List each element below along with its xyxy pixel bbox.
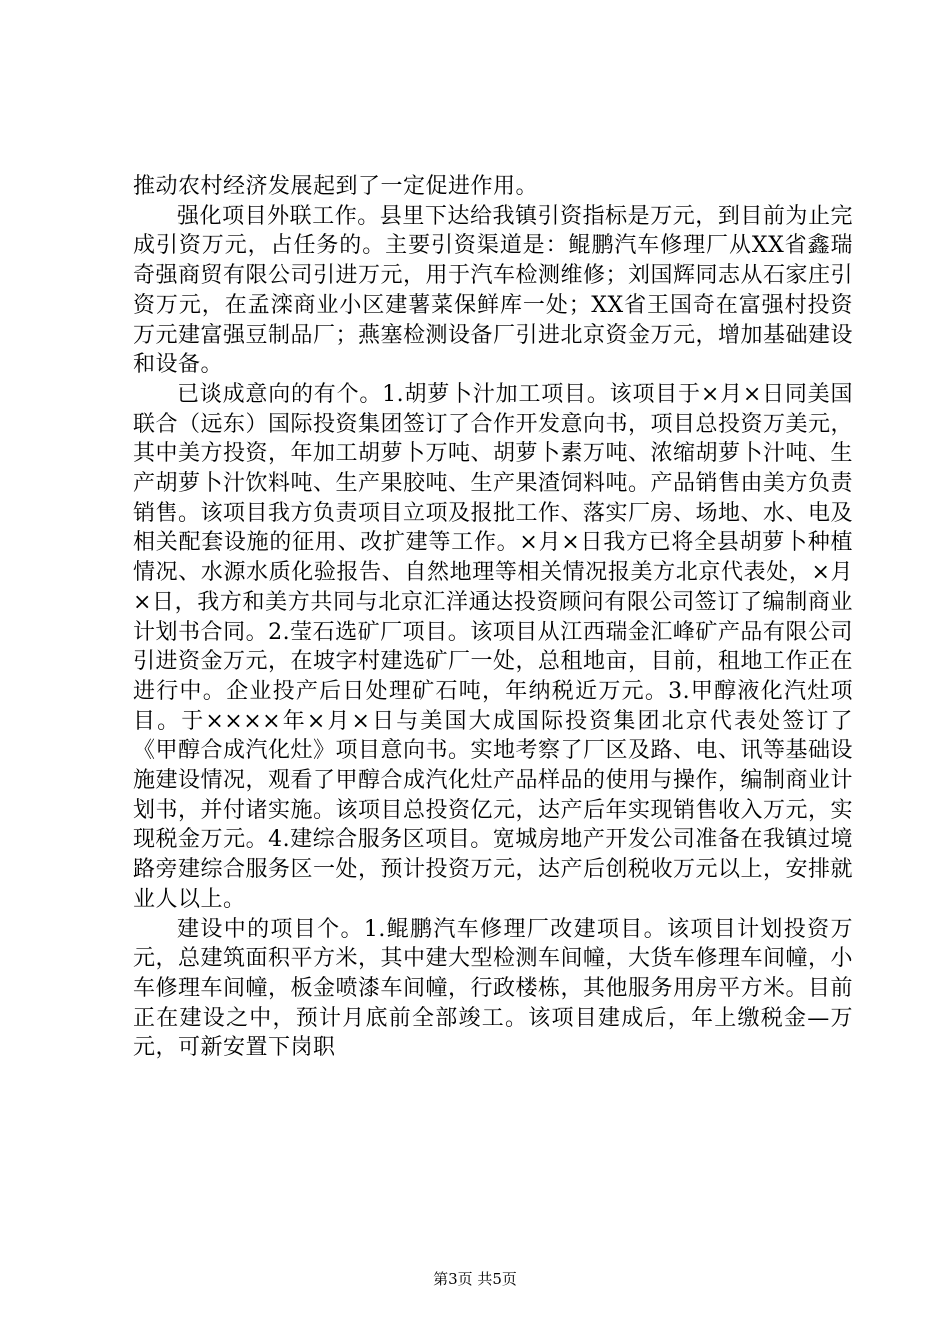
document-body xyxy=(133,172,853,1063)
paragraph-1: 推动农村经济发展起到了一定促进作用。 xyxy=(133,174,539,199)
page-footer: 第3页 共5页 xyxy=(433,1270,517,1288)
paragraph-3: 已谈成意向的有个。1.胡萝卜汁加工项目。该项目于×月×日同美国联合（远东）国际投资集团签订了合作开发意向书，项目总投资万美元，其中美方投资，年加工胡萝卜万吨、胡萝卜素万吨、浓缩胡萝卜汁吨、生产胡萝卜汁饮料吨、生产果胶吨、生产果渣饲料吨。产品销售由美方负责销售。该项目我方负责项目立项及报批工作、落实厂房、场地、水、电及相关配套设施的征用、改扩建等工作。×月×日我方已将全县胡萝卜种植情况、水源水质化验报告、自然地理等相关情况报美方北京代表处，×月×日，我方和美方共同与北京汇洋通达投资顾问有限公司签订了编制商业计划书合同。2.莹石选矿厂项目。该项目从江西瑞金汇峰矿产品有限公司引进资金万元，在坡字村建选矿厂一处，总租地亩，目前，租地工作正在进行中。企业投产后日处理矿石吨，年纳税近万元。3.甲醇液化汽灶项目。于××××年×月×日与美国大成国际投资集团北京代表处签订了《甲醇合成汽化灶》项目意向书。实地考察了厂区及路、电、讯等基础设施建设情况，观看了甲醇合成汽化灶产品样品的使用与操作，编制商业计划书，并付诸实施。该项目总投资亿元，达产后年实现销售收入万元，实现税金万元。4.建综合服务区项目。宽城房地产开发公司准备在我镇过境路旁建综合服务区一处，预计投资万元，达产后创税收万元以上，安排就业人以上。 xyxy=(133,381,854,912)
paragraph-4: 建设中的项目个。1.鲲鹏汽车修理厂改建项目。该项目计划投资万元，总建筑面积平方米，其中建大型检测车间幢，大货车修理车间幢，小车修理车间幢，板金喷漆车间幢，行政楼栋，其他服务用房平方米。目前正在建设之中，预计月底前全部竣工。该项目建成后，年上缴税金—万元，可新安置下岗职 xyxy=(133,916,854,1061)
paragraph-2: 强化项目外联工作。县里下达给我镇引资指标是万元，到目前为止完成引资万元，占任务的。主要引资渠道是：鲲鹏汽车修理厂从XX省鑫瑞奇强商贸有限公司引进万元，用于汽车检测维修；刘国辉同志从石家庄引资万元，在孟滦商业小区建薯菜保鲜库一处；XX省王国奇在富强村投资万元建富强豆制品厂；燕塞检测设备厂引进北京资金万元，增加基础建设和设备。 xyxy=(133,203,854,378)
